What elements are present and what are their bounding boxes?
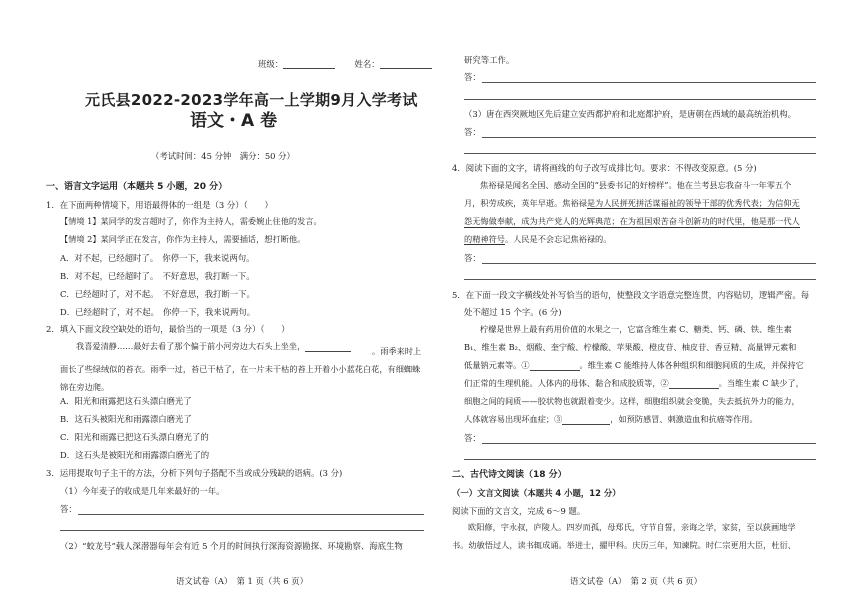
q1-option-d[interactable]: D．已经超时了，对不起。 你停一下，我来说两句。 [60, 307, 256, 317]
classic-text-1: 欧阳修，字永叔，庐陵人。四岁而孤，母郑氏，守节自誓，亲诲之学，家贫，至以荻画地学 [468, 522, 796, 532]
q2-option-a[interactable]: A．阳光和雨露把这石头漂白磨光了 [60, 396, 192, 406]
q5-line-6 [464, 415, 758, 425]
section-2-sub-1: （一）文言文阅读（本题共 4 小题，12 分） [452, 488, 621, 498]
q3-item-2: （2）“蛟龙号”载人深潜器每年会有近 5 个月的时间执行深海资源勘探、环境勘察、海底生物 [60, 541, 403, 551]
q5-line-1: 柠檬是世界上最有药用价值的水果之一，它富含维生素 C、糖类、钙、磷、铁、维生素 [480, 324, 792, 334]
q5-blank-1[interactable] [530, 361, 580, 371]
name-label: 姓名： [354, 59, 380, 69]
q1-option-c[interactable]: C．已经超时了，对不起。 不好意思，我打断一下。 [60, 289, 255, 299]
q4-p1: 焦裕禄是闻名全国、感动全国的“县委书记的好榜样”。他在兰考县忘我奋斗一年零五个 [480, 180, 792, 190]
q4-underlined-a: 是为人民拼死拼活谋福祉的领导干部的优秀代表；为信仰无 [586, 198, 800, 208]
q5-line-6b: ，如预防感冒、刺激造血和抗癌等作用。 [610, 414, 758, 425]
q5-line-6a: 人体就容易出现坏血症；③ [464, 414, 563, 425]
q2-option-d[interactable]: D．这石头是被阳光和雨露漂白磨光了的 [60, 450, 210, 460]
q1-scene-2: 【情境 2】某同学正在发言，你作为主持人，需要插话，想打断他。 [60, 234, 306, 244]
q5-line-3 [464, 361, 804, 371]
q1-scene-1: 【情境 1】某同学的发言超时了，你作为主持人，需委婉止住他的发言。 [60, 216, 322, 226]
q5-line-5: 细胞之间的间质——胶状物也就跟着变少。这样，细胞组织就会变脆，失去抵抗外力的能力， [464, 396, 800, 406]
answer-line-c2[interactable] [464, 279, 816, 280]
right-page [452, 0, 817, 604]
exam-subtitle: 语文・A 卷 [190, 111, 278, 131]
q3-answer-line-1[interactable] [78, 514, 424, 515]
q5-line-4b: 。当维生素 C 缺少了， [718, 378, 804, 389]
q5-line-3b: 。维生素 C 能维持人体各种组织和细胞间质的生成，并保持它 [579, 360, 804, 371]
q4-underlined-c: 的精神符号 [464, 234, 505, 244]
answer-line-a2[interactable] [464, 99, 816, 100]
q1-option-b[interactable]: B．对不起，已经超时了。 不好意思，我打断一下。 [60, 271, 255, 281]
q2-passage-b: 。雨季来时上面长了些绿绒似的苔衣。雨季一过，苔已干枯了，在一片未干枯的苔上开着小小蓝花白花，有细蜘蛛锦在旁边爬。 [60, 346, 422, 392]
q4-p2 [464, 199, 800, 209]
classic-text-2: 书。幼敏悟过人，读书辄成诵。举进士，擢甲科。庆历三年，知谏院。时仁宗更用大臣，杜衍、 [452, 540, 796, 550]
answer-label-b: 答： [464, 127, 481, 137]
class-label: 班级： [258, 59, 284, 69]
section-2-heading: 二、古代诗文阅读（18 分） [452, 470, 567, 480]
class-name-line [258, 59, 432, 69]
answer-line-b1[interactable] [482, 137, 816, 138]
q1-stem: 1．在下面两种情境下，用语最得体的一组是（3 分）（ ） [46, 200, 273, 210]
q5-line-2: B₁、维生素 B₂、烟酸、奎宁酸、柠檬酸、苹果酸、橙皮苷、柚皮苷、香豆精、高量钾元素和 [464, 342, 797, 352]
answer-line-a1[interactable] [482, 82, 816, 83]
q4-stem: 4．阅读下面的文字，请将画线的句子改写成排比句。要求：不得改变原意。(5 分) [452, 163, 757, 173]
q5-blank-2[interactable] [669, 379, 719, 389]
q2-stem: 2．填入下面文段空缺处的语句，最恰当的一项是（3 分）（ ） [46, 324, 290, 334]
q5-line-4 [464, 379, 804, 389]
q5-stem-2: 处不超过 15 个字。(6 分) [464, 307, 562, 317]
answer-line-d2[interactable] [464, 459, 816, 460]
section-1-heading: 一、语言文字运用（本题共 5 小题，20 分） [46, 182, 228, 192]
q2-option-b[interactable]: B．这石头被阳光和雨露漂白磨光了 [60, 414, 192, 424]
answer-line-d1[interactable] [482, 443, 816, 444]
answer-line-c1[interactable] [482, 263, 816, 264]
class-blank[interactable] [283, 59, 335, 69]
q1-option-a[interactable]: A．对不起，已经超时了。 你停一下，我来说两句。 [60, 253, 255, 263]
q5-line-3a: 低量钠元素等。① [464, 360, 530, 371]
exam-info: （考试时间：45 分钟 满分：50 分） [151, 151, 295, 161]
q4-p2a: 月，积劳成疾，英年早逝。焦裕禄 [464, 198, 587, 208]
q3-item-1: （1）今年麦子的收成是几年来最好的一年。 [60, 486, 225, 496]
reading-intro: 阅读下面的文言文，完成 6～9 题。 [452, 506, 586, 516]
answer-label-c: 答： [464, 253, 481, 263]
q3-answer-line-2[interactable] [60, 530, 424, 531]
q4-p4b: 。人民是不会忘记焦裕禄的。 [504, 234, 612, 244]
q3-stem: 3．运用提取句子主干的方法，分析下列句子搭配不当或成分残缺的语病。(3 分) [46, 468, 343, 478]
q2-option-c[interactable]: C．阳光和雨露已把这石头漂白磨光了的 [60, 432, 209, 442]
q2-passage-a: 我喜爱清静……最好去看了那个偏于前小河旁边大石头上坐坐， [76, 341, 306, 352]
q4-p4 [464, 235, 611, 245]
left-page [40, 0, 425, 604]
page-footer-2: 语文试卷（A） 第 2 页（共 6 页） [570, 576, 703, 586]
answer-line-b2[interactable] [464, 153, 816, 154]
q5-line-4a: 们正常的生理机能。人体内的母体、黏合和成胶质等，② [464, 378, 669, 389]
name-blank[interactable] [380, 59, 432, 69]
exam-title: 元氏县2022-2023学年高一上学期9月入学考试 [85, 91, 418, 109]
q4-underlined-b: 怨无悔做奉献，成为共产党人的光辉典范；在为祖国艰苦奋斗创新功的时代里，他是那一代人 [464, 216, 800, 226]
answer-label-d: 答： [464, 433, 481, 443]
q3-item-3: （3）唐在西突厥地区先后建立安西都护府和北庭都护府，是唐朝在西域的最高统治机构。 [464, 109, 796, 119]
page-footer-1: 语文试卷（A） 第 1 页（共 6 页） [176, 576, 309, 586]
q3-continued: 研究等工作。 [464, 55, 515, 65]
answer-label-a: 答： [464, 72, 481, 82]
q5-stem: 5．在下面一段文字横线处补写恰当的语句，使整段文字语意完整连贯，内容贴切，逻辑严密。每 [452, 290, 810, 300]
q5-blank-3[interactable] [562, 415, 610, 425]
q3-answer-label: 答： [60, 504, 77, 514]
